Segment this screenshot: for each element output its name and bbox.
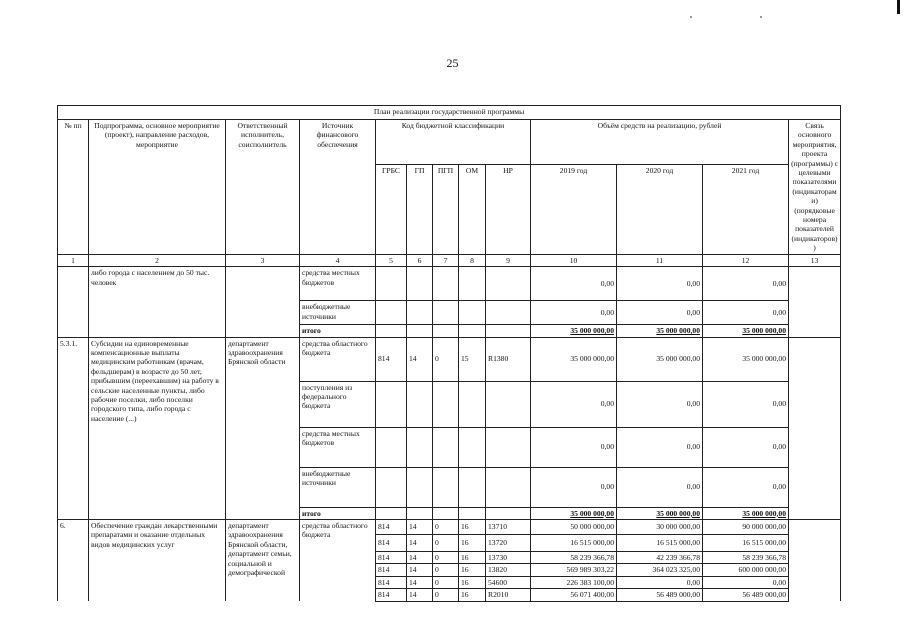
row-source: средства местных бюджетов (300, 267, 376, 301)
row-num (58, 267, 89, 337)
row-executor: департамент здравоохранения Брянской области (226, 337, 300, 519)
total-2019: 35 000 000,00 (531, 325, 617, 337)
value-2019: 0,00 (531, 267, 617, 301)
row-program: Обеспечение граждан лекарственными препаратами и оказание отдельных видов медицинских услуг (89, 519, 226, 601)
total-2019: 35 000 000,00 (531, 507, 617, 519)
value-2021: 16 515 000,00 (703, 534, 789, 551)
code-nr: 13820 (486, 564, 531, 576)
col-number: 6 (407, 254, 433, 266)
table-caption: План реализации государственной программы (58, 106, 841, 120)
code-pgp: 0 (433, 337, 459, 381)
header-program: Подпрограмма, основное мероприятие (проект), направление расходов, мероприятие (89, 120, 226, 255)
header-executor: Ответственный исполнитель, соисполнитель (226, 120, 300, 255)
row-num: 5.3.1. (58, 337, 89, 519)
value-2020: 16 515 000,00 (617, 534, 703, 551)
header-2020: 2020 год (617, 165, 703, 254)
total-2020: 35 000 000,00 (617, 507, 703, 519)
value-2019: 0,00 (531, 427, 617, 467)
row-source: поступления из федерального бюджета (300, 381, 376, 427)
code-pgp: 0 (433, 551, 459, 563)
header-link: Связь основного мероприятия, проекта (программы) с целевыми показателями (индикаторами) (порядковые номера показателей (индикаторов)) (789, 120, 841, 255)
value-2021: 0,00 (703, 576, 789, 588)
header-row (58, 120, 841, 165)
code-om: 16 (459, 576, 486, 588)
header-bcc: Код бюджетной классификации (376, 120, 531, 165)
code-grbs: 814 (376, 519, 407, 534)
code-gp: 14 (407, 576, 433, 588)
code-gp: 14 (407, 551, 433, 563)
code-nr: 13720 (486, 534, 531, 551)
code-gp: 14 (407, 337, 433, 381)
header-grbs: ГРБС (376, 165, 407, 254)
header-source: Источник финансового обеспечения (300, 120, 376, 255)
value-2019: 50 000 000,00 (531, 519, 617, 534)
plan-table (57, 105, 841, 602)
value-2020: 0,00 (617, 576, 703, 588)
code-nr: 13730 (486, 551, 531, 563)
caption-row (58, 106, 841, 120)
row-source: внебюджетные источники (300, 467, 376, 507)
col-number: 5 (376, 254, 407, 266)
row-source: внебюджетные источники (300, 301, 376, 325)
col-number: 7 (433, 254, 459, 266)
header-gp: ГП (407, 165, 433, 254)
scan-edge-mark (897, 0, 900, 14)
value-2020: 42 239 366,78 (617, 551, 703, 563)
code-grbs: 814 (376, 337, 407, 381)
code-om: 16 (459, 519, 486, 534)
col-number: 13 (789, 254, 841, 266)
row-link (789, 267, 841, 337)
value-2019: 226 383 100,00 (531, 576, 617, 588)
value-2021: 56 489 000,00 (703, 589, 789, 601)
col-number: 8 (459, 254, 486, 266)
value-2020: 0,00 (617, 301, 703, 325)
value-2020: 0,00 (617, 381, 703, 427)
value-2019: 58 239 366,78 (531, 551, 617, 563)
scan-dot (760, 16, 762, 18)
value-2019: 35 000 000,00 (531, 337, 617, 381)
code-grbs: 814 (376, 589, 407, 601)
value-2021: 90 000 000,00 (703, 519, 789, 534)
value-2021: 35 000 000,00 (703, 337, 789, 381)
code-pgp: 0 (433, 564, 459, 576)
code-om: 16 (459, 589, 486, 601)
value-2021: 58 239 366,78 (703, 551, 789, 563)
value-2021: 0,00 (703, 427, 789, 467)
value-2021: 0,00 (703, 381, 789, 427)
code-gp: 14 (407, 589, 433, 601)
value-2020: 30 000 000,00 (617, 519, 703, 534)
header-om: ОМ (459, 165, 486, 254)
row-link (789, 519, 841, 601)
code-pgp: 0 (433, 519, 459, 534)
value-2021: 0,00 (703, 267, 789, 301)
row-num: 6. (58, 519, 89, 601)
page-number: 25 (446, 56, 459, 70)
code-grbs: 814 (376, 576, 407, 588)
header-volume: Объём средств на реализацию, рублей (531, 120, 789, 165)
value-2021: 0,00 (703, 301, 789, 325)
value-2020: 0,00 (617, 427, 703, 467)
total-2020: 35 000 000,00 (617, 325, 703, 337)
value-2019: 0,00 (531, 381, 617, 427)
scan-dot (690, 16, 692, 18)
code-om: 16 (459, 551, 486, 563)
code-grbs: 814 (376, 551, 407, 563)
col-number: 9 (486, 254, 531, 266)
col-number: 12 (703, 254, 789, 266)
total-2021: 35 000 000,00 (703, 507, 789, 519)
value-2021: 600 000 000,00 (703, 564, 789, 576)
total-label: итого (300, 325, 376, 337)
row-source: средства местных бюджетов (300, 427, 376, 467)
code-pgp: 0 (433, 576, 459, 588)
code-nr: R1380 (486, 337, 531, 381)
row-link (789, 337, 841, 519)
code-gp: 14 (407, 564, 433, 576)
value-2019: 0,00 (531, 301, 617, 325)
code-pgp: 0 (433, 589, 459, 601)
code-gp: 14 (407, 519, 433, 534)
header-pgp: ПГП (433, 165, 459, 254)
value-2019: 0,00 (531, 467, 617, 507)
value-2020: 35 000 000,00 (617, 337, 703, 381)
code-nr: 54600 (486, 576, 531, 588)
col-number: 2 (89, 254, 226, 266)
column-number-row (58, 254, 841, 266)
header-2019: 2019 год (531, 165, 617, 254)
col-number: 11 (617, 254, 703, 266)
value-2019: 16 515 000,00 (531, 534, 617, 551)
table-row (58, 519, 841, 534)
value-2020: 364 023 325,00 (617, 564, 703, 576)
row-executor (226, 267, 300, 337)
total-label: итого (300, 507, 376, 519)
col-number: 1 (58, 254, 89, 266)
row-executor: департамент здравоохранения Брянской области, департамент семьи, социальной и демографической (226, 519, 300, 601)
table-row (58, 337, 841, 381)
code-gp: 14 (407, 534, 433, 551)
code-om: 16 (459, 564, 486, 576)
row-source: средства областного бюджета (300, 519, 376, 601)
code-pgp: 0 (433, 534, 459, 551)
value-2019: 56 071 400,00 (531, 589, 617, 601)
value-2020: 0,00 (617, 467, 703, 507)
total-2021: 35 000 000,00 (703, 325, 789, 337)
table-row (58, 267, 841, 301)
code-grbs: 814 (376, 534, 407, 551)
value-2019: 569 989 303,22 (531, 564, 617, 576)
code-nr: R2010 (486, 589, 531, 601)
header-num: № пп (58, 120, 89, 255)
col-number: 10 (531, 254, 617, 266)
row-program: Субсидии на единовременные компенсационные выплаты медицинским работникам (врачам, фельдшерам) в возрасте до 50 лет, прибывшим (переехавшим) на работу в сельские населенные пункты, либо рабочие поселки, либо поселки городского типа, либо города с население (...) (89, 337, 226, 519)
code-nr: 13710 (486, 519, 531, 534)
header-2021: 2021 год (703, 165, 789, 254)
value-2021: 0,00 (703, 467, 789, 507)
row-program: либо города с населением до 50 тыс. человек (89, 267, 226, 337)
row-source: средства областного бюджета (300, 337, 376, 381)
code-om: 16 (459, 534, 486, 551)
value-2020: 56 489 000,00 (617, 589, 703, 601)
value-2020: 0,00 (617, 267, 703, 301)
col-number: 3 (226, 254, 300, 266)
code-grbs: 814 (376, 564, 407, 576)
header-nr: НР (486, 165, 531, 254)
code-om: 15 (459, 337, 486, 381)
col-number: 4 (300, 254, 376, 266)
